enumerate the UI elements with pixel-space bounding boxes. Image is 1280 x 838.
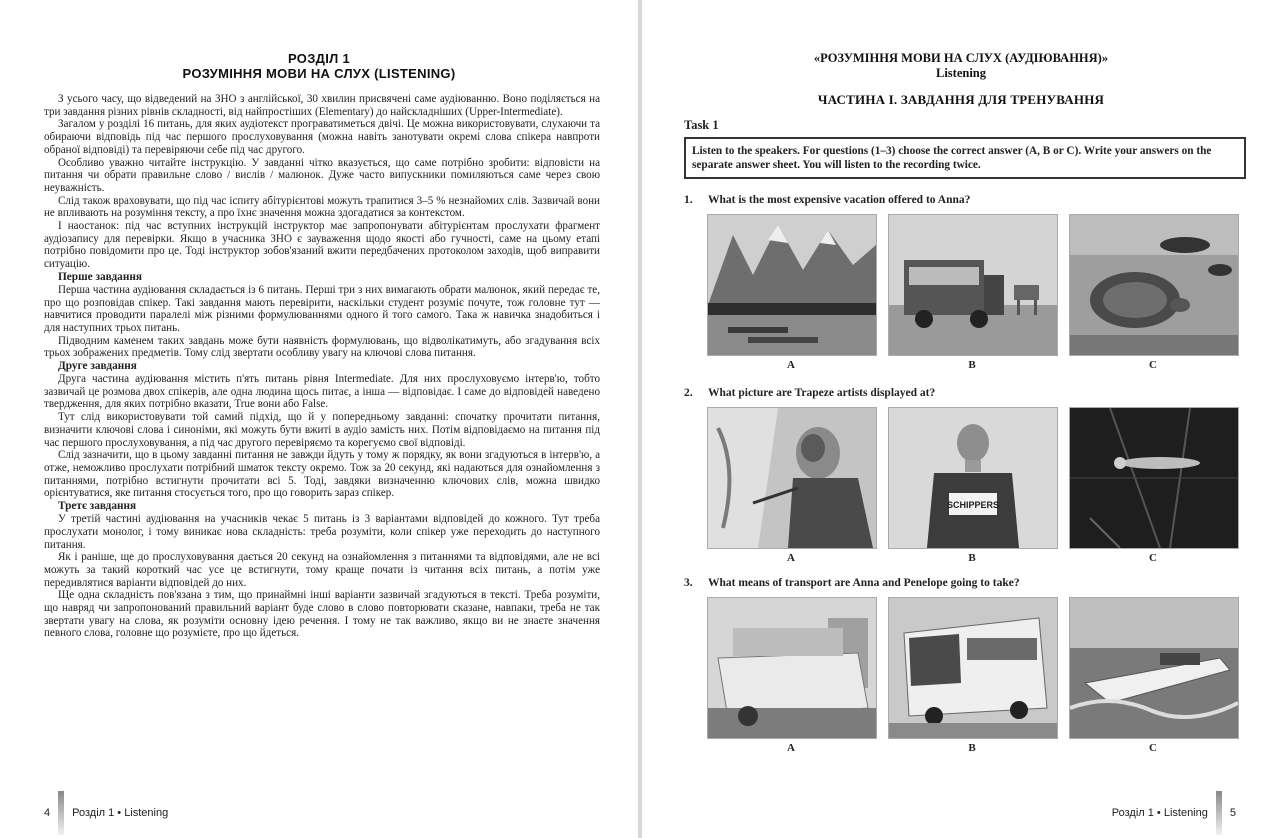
painter-photo xyxy=(707,407,877,549)
option-letter: B xyxy=(968,742,976,754)
paragraph: Підводним каменем таких завдань може бути наявність формулювань, що відволікатимуть, або згадування всіх трьох зображених предметів. Тому слід звертати особливу увагу на ключові слова питання. xyxy=(44,334,600,360)
paragraph: І наостанок: під час вступних інструкцій інструктор має запропонувати абітурієнтам прослухати фрагмент аудіозапису для перевірки. Якщо в учасника ЗНО є зауваження щодо якості або гучності, саме на цьому етапі потрібно повідомити про це. Тоді інструктор зобов'язаний вжити передбачених протоколом заходів, щоб виправити ситуацію. xyxy=(44,220,600,271)
question-number: 1. xyxy=(684,194,693,206)
section-body xyxy=(44,93,600,640)
right-page xyxy=(642,0,1280,838)
task-label: Task 1 xyxy=(684,118,719,132)
instructions-box: Listen to the speakers. For questions (1–3) choose the correct answer (A, B or C). Write your answers on the separate answer sheet. You will listen to the recording twice. xyxy=(684,137,1246,179)
option-letter: B xyxy=(968,359,976,371)
section-title: РОЗУМІННЯ МОВИ НА СЛУХ (LISTENING) xyxy=(182,66,456,81)
page-footer xyxy=(1112,791,1236,835)
scuba-turtle-photo xyxy=(1069,214,1239,356)
paragraph: Особливо уважно читайте інструкцію. У завданні чітко вказується, що саме потрібно зробити: відповісти на питання чи обрати правильне слово / вислів / малюнок. Дуже часто випускники помиляються саме через свою неуважність. xyxy=(44,156,600,194)
paragraph: У третій частині аудіювання на учасників чекає 5 питань із 3 варіантами відповідей до кожного. Тут треба прослухати монолог, і тому виникає нова складність: треба розуміти, коли спікер уже переходить до наступного питання. xyxy=(44,513,600,551)
option-letter: B xyxy=(968,552,976,564)
trapeze-photo xyxy=(1069,407,1239,549)
footer-bar-decoration xyxy=(1216,791,1222,835)
footer-bar-decoration xyxy=(58,791,64,835)
question-2 xyxy=(684,387,935,399)
left-page xyxy=(0,0,638,838)
running-footer: Розділ 1 • Listening xyxy=(72,807,169,819)
athlete-bib-text: SCHIPPERS xyxy=(946,500,1000,510)
page-number: 4 xyxy=(44,807,51,819)
part-title: ЧАСТИНА І. ЗАВДАННЯ ДЛЯ ТРЕНУВАННЯ xyxy=(817,92,1105,107)
running-footer: Розділ 1 • Listening xyxy=(1111,807,1208,819)
mountain-lake-photo xyxy=(707,214,877,356)
speedboat-photo xyxy=(1069,597,1239,739)
amphibious-boat-photo xyxy=(707,597,877,739)
page-footer xyxy=(44,791,168,835)
question-3 xyxy=(684,577,1020,589)
subheading-second-task: Друге завдання xyxy=(58,360,137,373)
option-letter: A xyxy=(787,552,795,564)
paragraph: Перша частина аудіювання складається із 6 питань. Перші три з них вимагають обрати малюнок, який передає те, про що розповідав спікер. Такі завдання мають перевірити, наскільки студент розуміє почуте, тож головне тут — навчитися проводити паралелі між різними формулюваннями одного й того самого. Така ж навичка знадобиться і для наступних трьох питань. xyxy=(44,283,600,334)
paragraph: З усього часу, що відведений на ЗНО з англійської, 30 хвилин присвячені саме аудіюванню. Воно поділяється на три завдання різних рівнів складності, від найпростіших (Elementary) до найскладніших (Upper-Intermediate). xyxy=(44,93,600,118)
option-letter: C xyxy=(1149,359,1157,371)
question-1 xyxy=(684,194,970,206)
option-letter: C xyxy=(1149,552,1157,564)
question-number: 3. xyxy=(684,577,693,589)
subheading-third-task: Третє завдання xyxy=(58,500,137,513)
paragraph: Як і раніше, ще до прослуховування дається 20 секунд на ознайомлення з питаннями та відповідями, але не всі можуть за такий короткий час усе це встигнути, тому краще почати із читання всіх питань, а потім уже передивлятися варіанти відповідей до них. xyxy=(44,551,600,589)
page-subtitle: Listening xyxy=(935,66,986,80)
page-title: «РОЗУМІННЯ МОВИ НА СЛУХ (АУДІЮВАННЯ)» xyxy=(813,51,1109,65)
safari-truck-photo xyxy=(888,214,1058,356)
paragraph: Загалом у розділі 16 питань, для яких аудіотекст програватиметься двічі. Це можна використовувати, слухаючи та обираючи відповідь під час першого прослуховування (можна навіть занотувати окремі слова спікера навпроти обраної відповіді) та перевіряючи себе під час другого. xyxy=(44,118,600,156)
question-text: What means of transport are Anna and Penelope going to take? xyxy=(708,577,1020,589)
question-number: 2. xyxy=(684,387,693,399)
paragraph: Слід також враховувати, що під час іспиту абітурієнтові можуть трапитися 3–5 % незнайомих слів. Зазвичай вони не впливають на розуміння тексту, а про їхнє значення можна здогадатися за контекстом. xyxy=(44,194,600,220)
athlete-photo xyxy=(888,407,1058,549)
paragraph: Тут слід використовувати той самий підхід, що й у попередньому завданні: спочатку прочитати питання, визначити ключові слова і синоніми, які можуть бути вжиті в аудіо замість них. Потім відповідаємо на питання під час першого прослуховування, а під час другого перевіряємо та корегуємо свої відповіді. xyxy=(44,411,600,449)
option-letter: C xyxy=(1149,742,1157,754)
paragraph: Друга частина аудіювання містить п'ять питань рівня Intermediate. Для них прослуховуємо інтерв'ю, тобто зазвичай це розмова двох спікерів, але одна людина щось питає, а інша — відповідає. І саме до відповідей наведено твердження, для яких потрібно вказати, True вони або False. xyxy=(44,373,600,411)
paragraph: Слід зазначити, що в цьому завданні питання не завжди йдуть у тому ж порядку, як вони згадуються в інтерв'ю, а отже, неможливо прослухати потрібний шматок тексту окремо. Тож за 20 секунд, які надаються для ознайомлення з питаннями, потрібно встигнути прочитати всі 5. Тоді, завдяки визначенню ключових слів, можна швидко орієнтуватися, яке питання стосується того, про що говорить зараз спікер. xyxy=(44,449,600,500)
section-number: РОЗДІЛ 1 xyxy=(288,51,350,66)
paragraph: Ще одна складність пов'язана з тим, що принаймні інші варіанти зазвичай згадуються в тексті. Треба розуміти, що навряд чи запропонований правильний варіант буде слово в слово повторювати сказане, навпаки, треба не так звертати увагу на слова, як розуміти основну ідею речення. І тому не так важливо, якщо ви не знаєте значення певного слова, головне що розумієте, про що йдеться. xyxy=(44,589,600,640)
option-letter: A xyxy=(787,742,795,754)
coach-bus-photo xyxy=(888,597,1058,739)
subheading-first-task: Перше завдання xyxy=(58,270,142,283)
page-number: 5 xyxy=(1229,807,1236,819)
option-letter: A xyxy=(787,359,795,371)
question-text: What picture are Trapeze artists displayed at? xyxy=(708,387,936,399)
question-text: What is the most expensive vacation offered to Anna? xyxy=(708,194,971,206)
